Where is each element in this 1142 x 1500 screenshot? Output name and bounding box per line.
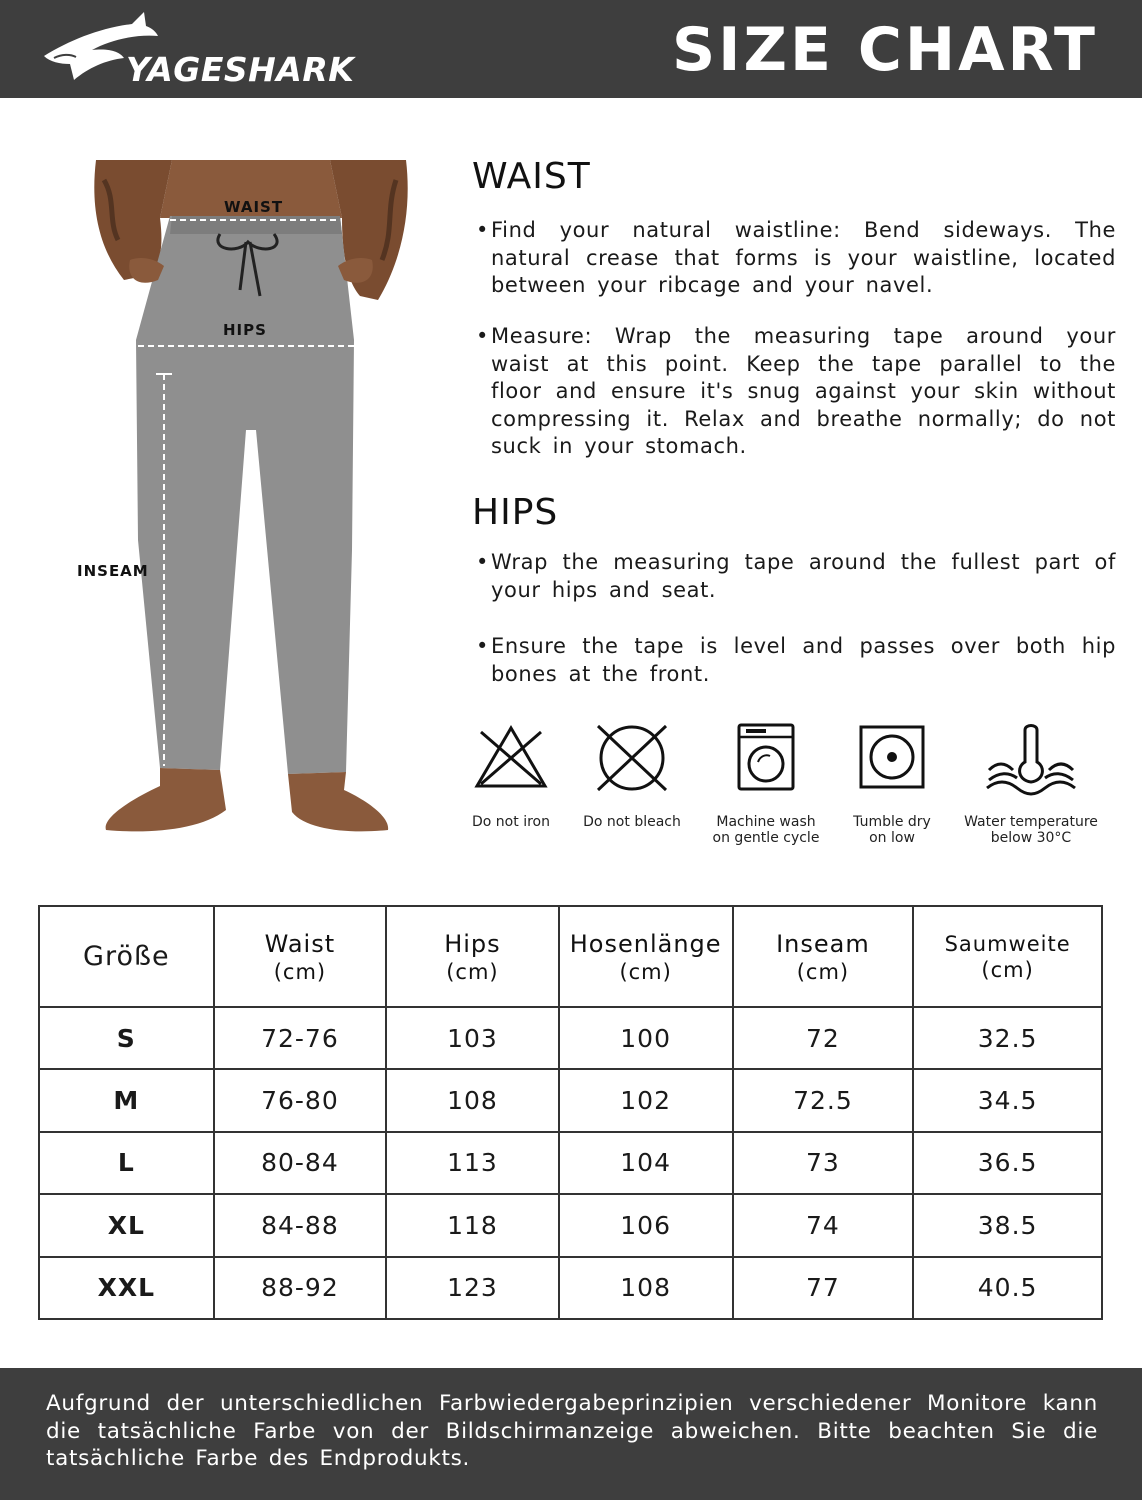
column-header-hem: [913, 906, 1102, 1007]
brand-name: YAGESHARK: [126, 50, 355, 89]
table-cell: 80-84: [214, 1132, 387, 1194]
hips-bullet-2: [476, 633, 1116, 688]
bullet-marker: •: [476, 218, 489, 242]
column-header-unit: (cm): [796, 959, 850, 984]
care-label: [822, 814, 962, 846]
table-cell: 77: [733, 1257, 914, 1319]
care-label-line-2: below 30°C: [990, 830, 1072, 846]
bullet-marker: •: [476, 324, 489, 348]
column-header-unit: (cm): [446, 959, 499, 984]
waist-bullet-1: [476, 217, 1116, 300]
column-header-label: Größe: [83, 941, 170, 972]
figure-label-hips: HIPS: [223, 321, 267, 339]
table-cell: 118: [386, 1194, 559, 1256]
water-temperature-icon: [983, 722, 1079, 798]
table-cell: 73: [733, 1132, 914, 1194]
table-cell: 34.5: [913, 1069, 1102, 1131]
column-header-size: [39, 906, 214, 1007]
pants-model-figure: [60, 150, 440, 850]
table-cell-size: XL: [39, 1194, 214, 1256]
pants-illustration: [60, 150, 440, 850]
care-label-line-2: on gentle cycle: [712, 830, 820, 846]
table-cell-size: XXL: [39, 1257, 214, 1319]
table-cell: 38.5: [913, 1194, 1102, 1256]
waist-bullet-2: [476, 323, 1116, 461]
table-cell: 104: [559, 1132, 733, 1194]
care-label: [696, 814, 836, 846]
column-header-unit: (cm): [619, 959, 672, 984]
tumble-dry-icon: [854, 722, 930, 792]
brand-logo: [40, 10, 380, 90]
page-title: SIZE CHART: [671, 15, 1098, 85]
table-cell: 76-80: [214, 1069, 387, 1131]
table-row: [39, 1194, 1102, 1256]
table-cell-size: M: [39, 1069, 214, 1131]
table-cell: 123: [386, 1257, 559, 1319]
table-cell: 74: [733, 1194, 914, 1256]
waist-bullet-1-text: Find your natural waistline: Bend sideways. The natural crease that forms is your waistline, located between your ribcage and your navel.: [491, 218, 1116, 297]
left-foot-shape: [106, 768, 226, 831]
figure-label-waist: WAIST: [224, 198, 284, 216]
care-label: [961, 814, 1101, 846]
color-disclaimer: Aufgrund der unterschiedlichen Farbwiedergabeprinzipien verschiedener Monitore kann die tatsächliche Farbe von der Bildschirmanzeige abweichen. Bitte beachten Sie die tatsächliche Farbe des Endprodukts.: [46, 1391, 1098, 1471]
table-cell-size: S: [39, 1007, 214, 1069]
table-cell: 103: [386, 1007, 559, 1069]
column-header-length: [559, 906, 733, 1007]
no-iron-icon: [473, 722, 549, 792]
table-cell: 106: [559, 1194, 733, 1256]
column-header-label: Hosenlänge: [569, 929, 722, 958]
care-item-machine-wash: [696, 722, 836, 846]
care-label-line-1: Water temperature: [964, 814, 1098, 830]
column-header-label: Hips: [444, 929, 501, 958]
column-header-unit: (cm): [981, 957, 1034, 982]
care-item-no-iron: [441, 722, 581, 830]
column-header-waist: [214, 906, 387, 1007]
table-row: [39, 1132, 1102, 1194]
table-row: [39, 1007, 1102, 1069]
table-cell: 84-88: [214, 1194, 387, 1256]
column-header-label: Inseam: [776, 929, 870, 958]
figure-label-inseam: INSEAM: [77, 562, 149, 580]
column-header-inseam: [733, 906, 914, 1007]
right-foot-shape: [288, 772, 388, 831]
table-cell: 32.5: [913, 1007, 1102, 1069]
column-header-label: Saumweite: [944, 931, 1071, 956]
footer-bar: [0, 1368, 1142, 1500]
care-item-tumble-dry: [822, 722, 962, 846]
hips-bullet-1-text: Wrap the measuring tape around the fullest part of your hips and seat.: [491, 550, 1116, 602]
table-cell: 108: [386, 1069, 559, 1131]
table-cell: 88-92: [214, 1257, 387, 1319]
table-cell: 100: [559, 1007, 733, 1069]
care-item-no-bleach: [562, 722, 702, 830]
waist-bullet-2-text: Measure: Wrap the measuring tape around your waist at this point. Keep the tape parallel to the floor and ensure it's snug against your skin without compressing it. Relax and breathe normally; do not suck in your stomach.: [491, 324, 1116, 458]
table-header-row: [39, 906, 1102, 1007]
pants-shape: [136, 216, 354, 774]
care-label-line-2: on low: [869, 830, 915, 846]
hips-bullet-2-text: Ensure the tape is level and passes over both hip bones at the front.: [491, 634, 1116, 686]
hips-heading: HIPS: [472, 492, 559, 533]
bullet-marker: •: [476, 634, 489, 658]
table-cell: 36.5: [913, 1132, 1102, 1194]
waistband-shape: [170, 216, 342, 234]
table-cell: 72: [733, 1007, 914, 1069]
waist-heading: WAIST: [472, 156, 591, 197]
size-table: [38, 905, 1103, 1320]
table-cell: 72.5: [733, 1069, 914, 1131]
washing-machine-icon: [728, 722, 804, 792]
header-bar: [0, 0, 1142, 98]
table-cell: 108: [559, 1257, 733, 1319]
column-header-label: Waist: [264, 929, 336, 958]
column-header-unit: (cm): [273, 959, 327, 984]
column-header-hips: [386, 906, 559, 1007]
table-cell: 72-76: [214, 1007, 387, 1069]
care-label: Do not bleach: [583, 814, 681, 830]
table-row: [39, 1257, 1102, 1319]
care-label-line-1: Tumble dry: [853, 814, 931, 830]
table-row: [39, 1069, 1102, 1131]
care-label-line-1: Machine wash: [716, 814, 816, 830]
bullet-marker: •: [476, 550, 489, 574]
table-cell: 40.5: [913, 1257, 1102, 1319]
care-label: Do not iron: [472, 814, 550, 830]
table-cell: 102: [559, 1069, 733, 1131]
no-bleach-icon: [594, 722, 670, 792]
table-cell-size: L: [39, 1132, 214, 1194]
table-cell: 113: [386, 1132, 559, 1194]
hips-bullet-1: [476, 549, 1116, 604]
care-item-water-temperature: [961, 722, 1101, 846]
